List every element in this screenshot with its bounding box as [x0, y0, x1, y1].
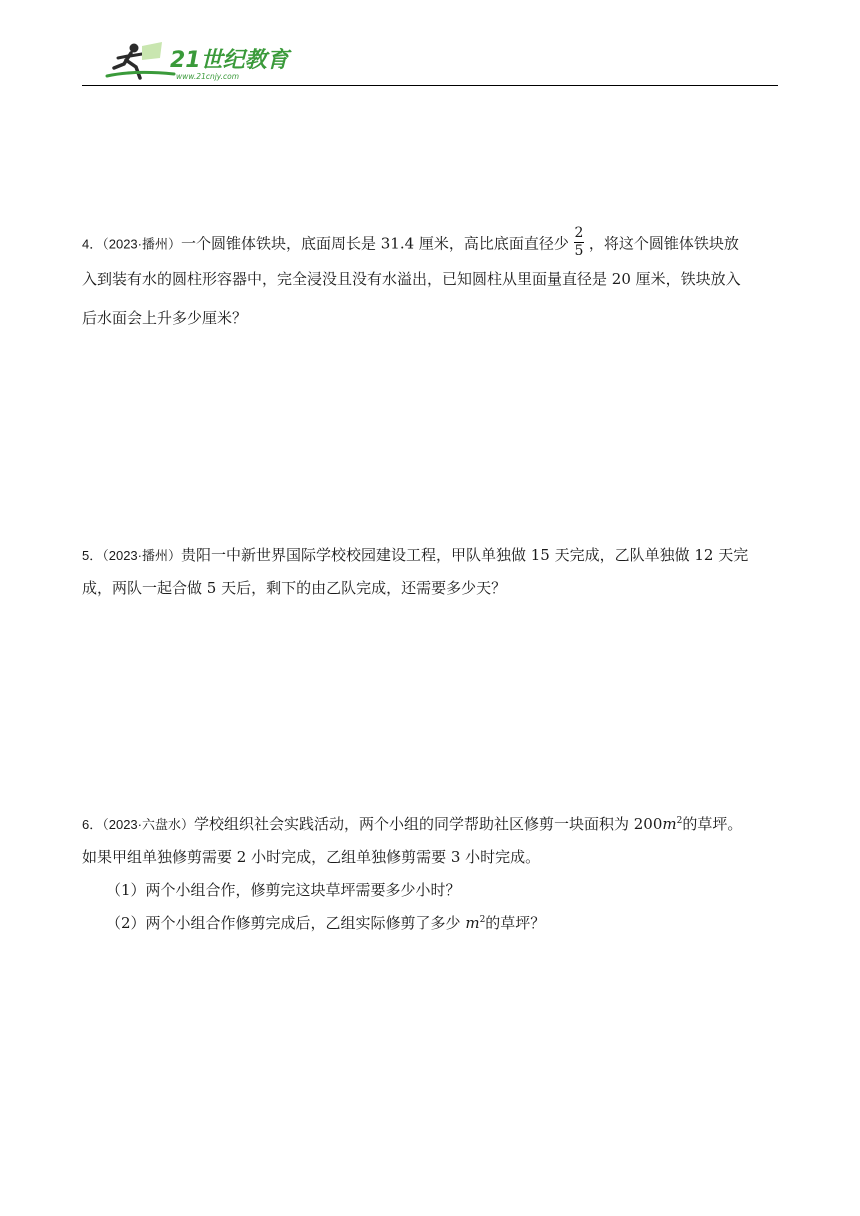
logo-text: 21世纪教育	[170, 48, 289, 73]
question-6-line-2: 如果甲组单独修剪需要 2 小时完成，乙组单独修剪需要 3 小时完成。	[82, 848, 541, 866]
unit-exponent: 2	[676, 816, 683, 826]
question-text: 一个圆锥体铁块，底面周长是 31.4 厘米，高比底面直径少	[180, 234, 569, 253]
page-header	[82, 40, 778, 86]
question-text: ，将这个圆锥体铁块放	[588, 234, 739, 253]
question-6-sub-1: （1）两个小组合作，修剪完这块草坪需要多少小时？	[106, 881, 461, 899]
question-source: （2023·六盘水）	[102, 817, 194, 832]
question-text: 的草坪。	[682, 815, 743, 833]
fraction-numerator: 2	[574, 225, 584, 241]
fraction	[574, 226, 584, 259]
question-6	[82, 810, 782, 954]
unit-m: m	[465, 914, 480, 932]
question-5	[82, 541, 782, 619]
question-5-line-1	[82, 541, 782, 569]
question-text: 学校组织社会实践活动，两个小组的同学帮助社区修剪一块面积为 200	[193, 815, 663, 833]
question-text: 贵阳一中新世界国际学校校园建设工程，甲队单独做 15 天完成，乙队单独做 12 天完	[180, 546, 749, 564]
question-source: （2023·播州）	[102, 236, 181, 252]
runner-icon	[107, 42, 174, 78]
question-number: 4．	[82, 236, 103, 252]
question-source: （2023·播州）	[102, 548, 181, 563]
logo-21cnjy	[104, 40, 289, 84]
unit-m: m	[662, 815, 677, 833]
question-6-line-1	[82, 810, 782, 838]
logo-url: www.21cnjy.com	[176, 72, 240, 81]
question-4-line-3: 后水面会上升多少厘米？	[82, 309, 248, 327]
question-4	[82, 225, 782, 349]
question-4-line-2: 入到装有水的圆柱形容器中，完全浸没且没有水溢出，已知圆柱从里面量直径是 20 厘米，铁块放入	[82, 270, 741, 288]
question-6-sub-2	[82, 909, 782, 937]
question-text: （2）两个小组合作修剪完成后，乙组实际修剪了多少	[106, 914, 461, 932]
question-text: 的草坪？	[485, 914, 546, 932]
header-rule	[82, 85, 778, 86]
question-4-line-1	[82, 225, 782, 259]
unit-exponent: 2	[479, 915, 486, 925]
fraction-denominator: 5	[574, 243, 584, 259]
question-number: 6．	[82, 817, 103, 832]
question-5-line-2: 成，两队一起合做 5 天后，剩下的由乙队完成，还需要多少天？	[82, 579, 507, 597]
question-number: 5．	[82, 548, 103, 563]
